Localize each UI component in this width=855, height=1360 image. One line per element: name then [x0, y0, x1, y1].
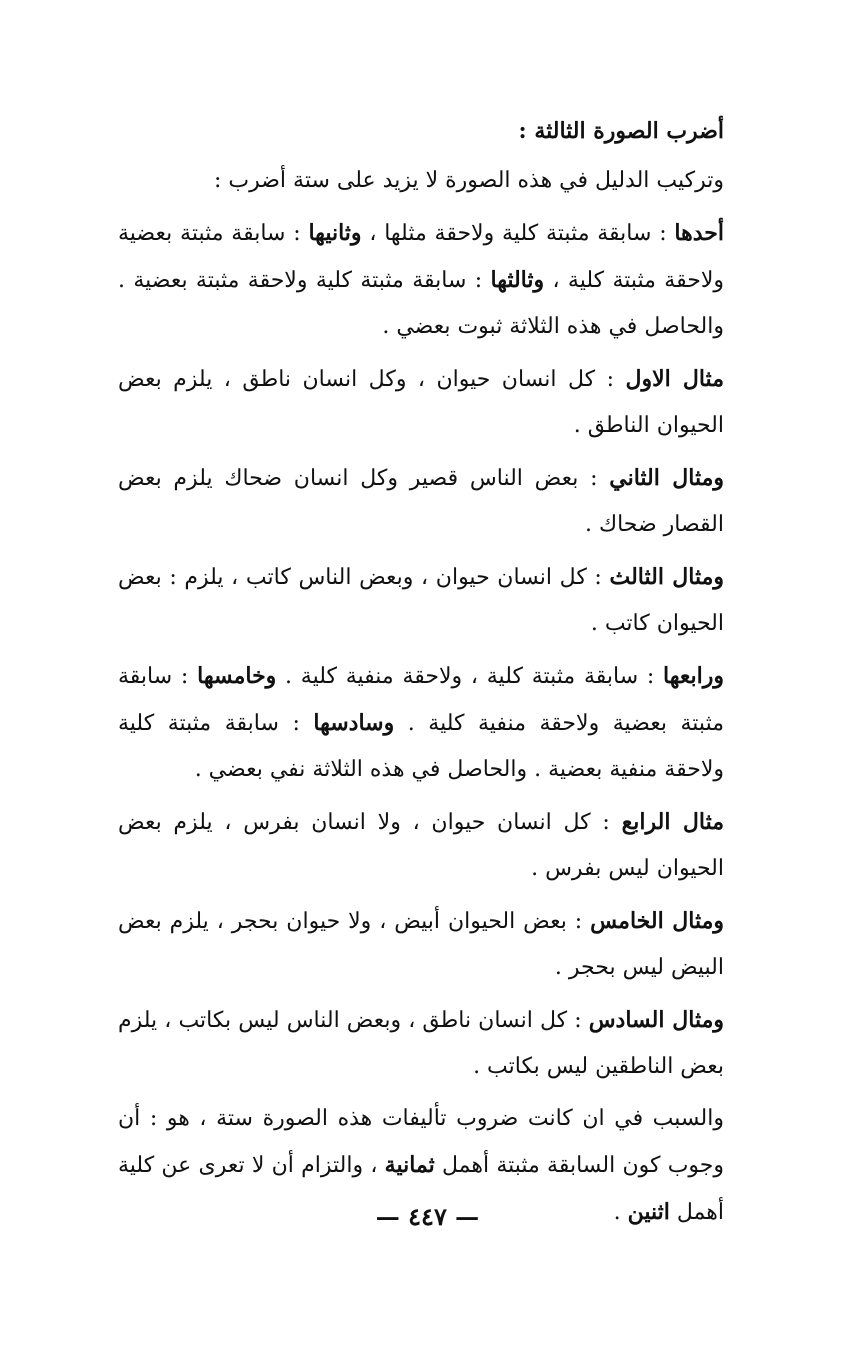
example-label: مثال الرابع: [621, 809, 725, 835]
mood-first-text: : سابقة مثبتة كلية ولاحقة مثلها ،: [361, 221, 675, 246]
moods-paragraph-negative: [118, 653, 724, 793]
mood-first-label: أحدها: [674, 220, 724, 246]
mood-second-label: وثانيها: [308, 220, 362, 246]
example-label: ومثال الثاني: [609, 465, 724, 491]
mood-fifth-text: : سابقة مثبتة بعضية ولاحقة منفية كلية .: [118, 664, 724, 736]
mood-second-text: : سابقة مثبتة بعضية ولاحقة مثبتة كلية ،: [118, 221, 724, 293]
conclusion-text: والسبب في ان كانت ضروب تأليفات هذه الصورة ستة ، هو : أن وجوب كون السابقة مثبتة أهمل: [118, 1106, 724, 1178]
example-paragraph-4: [118, 799, 724, 892]
mood-third-label: وثالثها: [490, 267, 545, 293]
mood-fifth-label: وخامسها: [197, 663, 277, 689]
example-label: ومثال الخامس: [590, 908, 724, 934]
example-paragraph-1: [118, 356, 724, 449]
example-label: ومثال السادس: [588, 1007, 724, 1033]
conclusion-bold-word: ثمانية: [384, 1152, 435, 1178]
conclusion-bold-word: اثنين: [627, 1199, 670, 1225]
page-number: — ٤٤٧ —: [375, 1202, 480, 1231]
mood-fourth-label: ورابعها: [663, 663, 724, 689]
example-text: : كل انسان حيوان ، وكل انسان ناطق ، يلزم بعض الحيوان الناطق .: [118, 367, 724, 438]
intro-paragraph: وتركيب الدليل في هذه الصورة لا يزيد على ستة أضرب :: [214, 168, 724, 193]
example-paragraph-6: [118, 997, 724, 1090]
example-text: : كل انسان حيوان ، ولا انسان بفرس ، يلزم بعض الحيوان ليس بفرس .: [118, 810, 724, 881]
example-text: : كل انسان ناطق ، وبعض الناس ليس بكاتب ، يلزم بعض الناطقين ليس بكاتب .: [118, 1008, 724, 1079]
conclusion-text: .: [613, 1200, 628, 1225]
moods-paragraph-affirmative: [118, 210, 724, 350]
example-text: : كل انسان حيوان ، وبعض الناس كاتب ، يلزم : بعض الحيوان كاتب .: [118, 565, 724, 636]
body-text: [118, 108, 724, 1242]
mood-fourth-text: : سابقة مثبتة كلية ، ولاحقة منفية كلية .: [276, 664, 664, 689]
mood-sixth-label: وسادسها: [313, 710, 395, 736]
example-text: : بعض الحيوان أبيض ، ولا حيوان بحجر ، يلزم بعض البيض ليس بحجر .: [118, 909, 724, 980]
example-paragraph-5: [118, 898, 724, 991]
example-text: : بعض الناس قصير وكل انسان ضحاك يلزم بعض القصار ضحاك .: [118, 466, 724, 537]
conclusion-text: ، والتزام أن لا تعرى عن كلية أهمل: [118, 1153, 724, 1225]
section-heading: أضرب الصورة الثالثة :: [518, 118, 724, 144]
mood-third-text: : سابقة مثبتة كلية ولاحقة مثبتة بعضية . والحاصل في هذه الثلاثة ثبوت بعضي .: [118, 268, 724, 339]
example-label: مثال الاول: [625, 366, 724, 392]
mood-sixth-text: : سابقة مثبتة كلية ولاحقة منفية بعضية . والحاصل في هذه الثلاثة نفي بعضي .: [118, 711, 724, 782]
example-label: ومثال الثالث: [609, 564, 724, 590]
example-paragraph-3: [118, 554, 724, 647]
example-paragraph-2: [118, 455, 724, 548]
